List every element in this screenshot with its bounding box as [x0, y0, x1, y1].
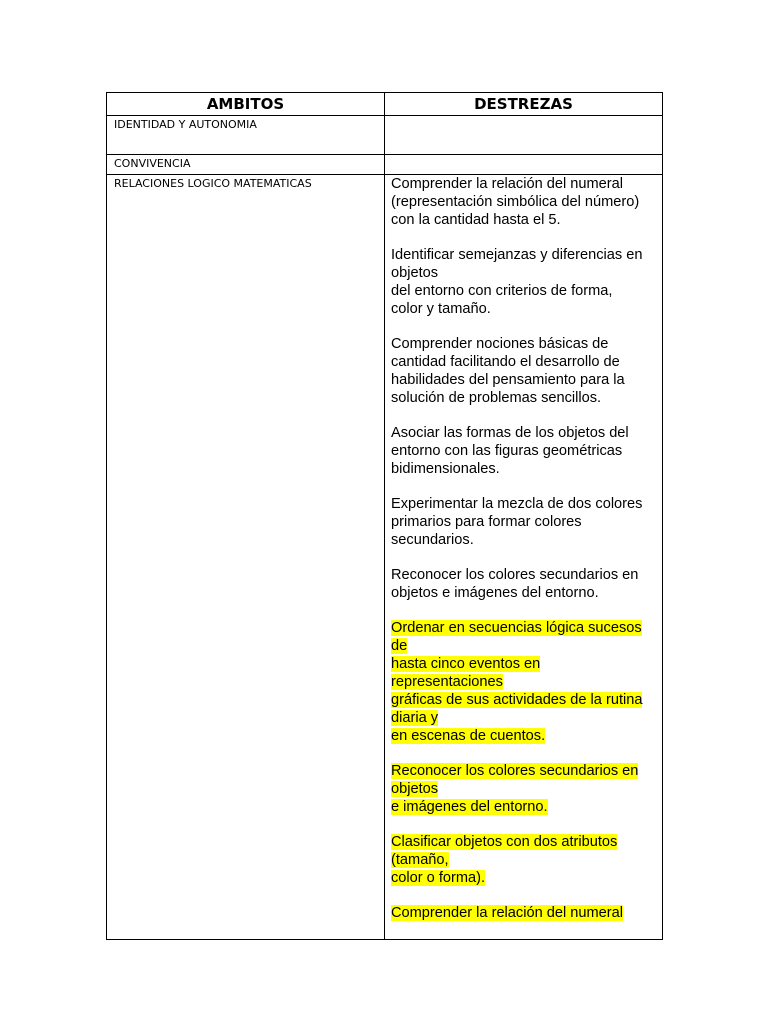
destreza-line: [391, 531, 658, 549]
destreza-text: objetos: [391, 265, 439, 281]
destreza-line: [391, 193, 658, 211]
destreza-text: Clasificar objetos con dos atributos: [391, 834, 618, 850]
destreza-text: primarios para formar colores: [391, 514, 582, 530]
destreza-text: objetos e imágenes del entorno.: [391, 585, 599, 601]
destreza-line: [391, 513, 658, 531]
destreza-text: de: [391, 638, 408, 654]
destreza-line: [391, 655, 658, 673]
ambito-cell: RELACIONES LOGICO MATEMATICAS: [107, 175, 385, 940]
destreza-line: [391, 762, 658, 780]
destrezas-list: [391, 175, 658, 922]
ambito-cell: IDENTIDAD Y AUTONOMIA: [107, 116, 385, 155]
destreza-text: Comprender la relación del numeral: [391, 905, 623, 921]
destreza-line: [391, 175, 658, 193]
destreza-line: [391, 904, 658, 922]
destreza-line: [391, 460, 658, 478]
destreza-line: [391, 851, 658, 869]
destreza-paragraph: [391, 246, 658, 318]
destreza-line: [391, 389, 658, 407]
table-row: [107, 116, 663, 155]
destreza-line: [391, 300, 658, 318]
destreza-text: Asociar las formas de los objetos del: [391, 425, 629, 441]
destreza-line: [391, 371, 658, 389]
header-ambitos: AMBITOS: [107, 93, 385, 116]
destreza-paragraph: [391, 904, 658, 922]
destrezas-cell: [385, 175, 663, 940]
ambito-cell: CONVIVENCIA: [107, 155, 385, 175]
destreza-line: [391, 637, 658, 655]
destreza-text: habilidades del pensamiento para la: [391, 372, 625, 388]
destreza-line: [391, 495, 658, 513]
destreza-text: con la cantidad hasta el 5.: [391, 212, 561, 228]
destreza-text: bidimensionales.: [391, 461, 500, 477]
destreza-paragraph: [391, 619, 658, 745]
destreza-line: [391, 673, 658, 691]
destreza-text: del entorno con criterios de forma,: [391, 283, 613, 299]
destreza-text: solución de problemas sencillos.: [391, 390, 602, 406]
ambitos-destrezas-table: [106, 92, 663, 940]
destreza-line: [391, 584, 658, 602]
destreza-text: en escenas de cuentos.: [391, 728, 546, 744]
destreza-line: [391, 798, 658, 816]
destreza-text: (representación simbólica del número): [391, 194, 640, 210]
destreza-paragraph: [391, 566, 658, 602]
destreza-line: [391, 619, 658, 637]
destreza-line: [391, 709, 658, 727]
destreza-text: gráficas de sus actividades de la rutina: [391, 692, 643, 708]
destreza-text: Ordenar en secuencias lógica sucesos: [391, 620, 642, 636]
destreza-line: [391, 869, 658, 887]
destreza-cell-empty: [385, 155, 663, 175]
destreza-line: [391, 264, 658, 282]
destreza-line: [391, 211, 658, 229]
destreza-line: [391, 833, 658, 851]
destreza-text: hasta cinco eventos en: [391, 656, 541, 672]
destreza-text: objetos: [391, 781, 439, 797]
destreza-text: cantidad facilitando el desarrollo de: [391, 354, 620, 370]
destreza-line: [391, 442, 658, 460]
destreza-paragraph: [391, 424, 658, 478]
destreza-text: e imágenes del entorno.: [391, 799, 548, 815]
destreza-text: Experimentar la mezcla de dos colores: [391, 496, 643, 512]
destreza-text: representaciones: [391, 674, 503, 690]
destreza-line: [391, 691, 658, 709]
destreza-text: secundarios.: [391, 532, 474, 548]
table-header-row: [107, 93, 663, 116]
destreza-text: diaria y: [391, 710, 439, 726]
destreza-text: color y tamaño.: [391, 301, 491, 317]
destreza-cell-empty: [385, 116, 663, 155]
table-row: [107, 175, 663, 940]
destreza-text: Comprender nociones básicas de: [391, 336, 609, 352]
destreza-line: [391, 353, 658, 371]
destreza-paragraph: [391, 175, 658, 229]
destreza-text: entorno con las figuras geométricas: [391, 443, 623, 459]
destreza-line: [391, 282, 658, 300]
destreza-paragraph: [391, 335, 658, 407]
header-destrezas: DESTREZAS: [385, 93, 663, 116]
destreza-paragraph: [391, 495, 658, 549]
destreza-text: Identificar semejanzas y diferencias en: [391, 247, 643, 263]
destreza-paragraph: [391, 833, 658, 887]
destreza-line: [391, 566, 658, 584]
destreza-text: color o forma).: [391, 870, 486, 886]
table-row: [107, 155, 663, 175]
destreza-line: [391, 246, 658, 264]
destreza-text: (tamaño,: [391, 852, 449, 868]
destreza-text: Reconocer los colores secundarios en: [391, 763, 639, 779]
destreza-line: [391, 727, 658, 745]
destreza-paragraph: [391, 762, 658, 816]
destreza-text: Reconocer los colores secundarios en: [391, 567, 639, 583]
destreza-line: [391, 780, 658, 798]
destreza-text: Comprender la relación del numeral: [391, 176, 623, 192]
destreza-line: [391, 424, 658, 442]
destreza-line: [391, 335, 658, 353]
